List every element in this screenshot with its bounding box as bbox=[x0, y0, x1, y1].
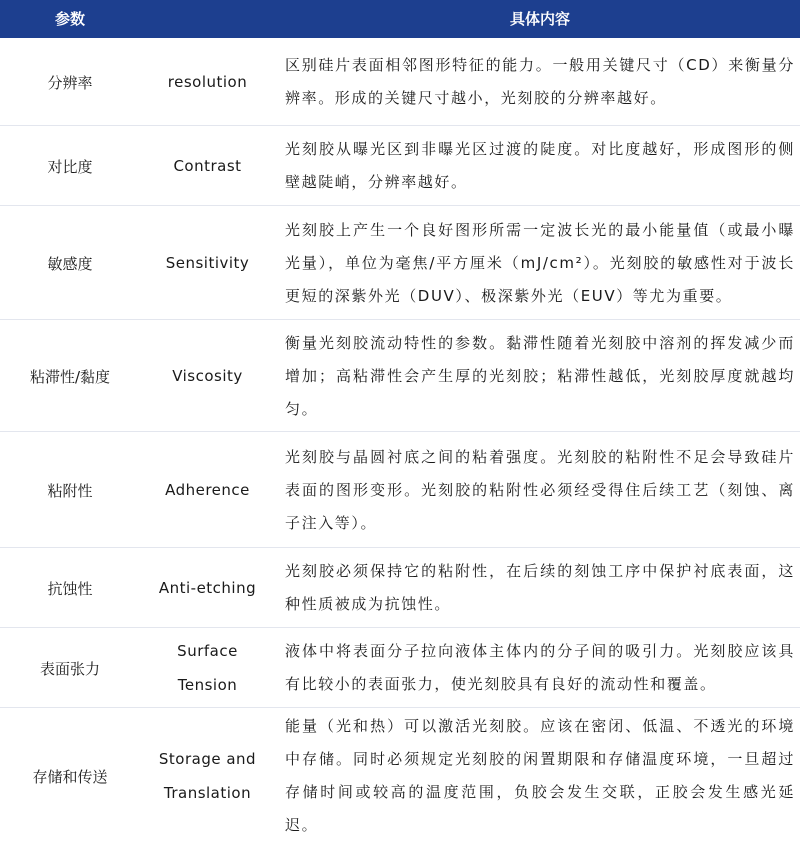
table-row bbox=[0, 708, 800, 844]
param-desc-cell bbox=[285, 628, 795, 708]
param-cn: 粘附性 bbox=[47, 481, 93, 500]
param-cn: 粘滞性/黏度 bbox=[29, 367, 111, 386]
param-desc: 能量（光和热）可以激活光刻胶。应该在密闭、低温、不透光的环境中存储。同时必须规定光刻胶的闲置期限和存储温度环境，一旦超过存储时间或较高的温度范围，负胶会发生交联，正胶会发生感光延迟。 bbox=[285, 717, 795, 834]
table-row bbox=[0, 432, 800, 548]
param-desc: 光刻胶上产生一个良好图形所需一定波长光的最小能量值（或最小曝光量），单位为毫焦/平方厘米（mJ/cm²）。光刻胶的敏感性对于波长更短的深紫外光（DUV）、极深紫外光（EUV）等尤为重要。 bbox=[285, 220, 795, 305]
param-en: Storage and Translation bbox=[158, 750, 257, 802]
table-header bbox=[0, 0, 800, 38]
param-en: Anti-etching bbox=[158, 579, 257, 597]
table-row bbox=[0, 206, 800, 320]
header-param: 参数 bbox=[54, 10, 85, 28]
param-cn: 分辨率 bbox=[47, 73, 93, 92]
param-desc: 液体中将表面分子拉向液体主体内的分子间的吸引力。光刻胶应该具有比较小的表面张力，使光刻胶具有良好的流动性和覆盖。 bbox=[285, 642, 795, 693]
table-row bbox=[0, 38, 800, 126]
table-row bbox=[0, 320, 800, 432]
param-desc-cell bbox=[285, 126, 795, 206]
param-cn: 敏感度 bbox=[47, 254, 93, 273]
param-desc: 区别硅片表面相邻图形特征的能力。一般用关键尺寸（CD）来衡量分辨率。形成的关键尺寸越小，光刻胶的分辨率越好。 bbox=[285, 56, 795, 107]
param-cn: 表面张力 bbox=[39, 659, 100, 678]
param-cn: 抗蚀性 bbox=[47, 579, 93, 598]
param-desc-cell bbox=[285, 320, 795, 432]
param-en: Sensitivity bbox=[165, 254, 250, 272]
param-cn: 存储和传送 bbox=[32, 767, 108, 786]
table-row bbox=[0, 548, 800, 628]
param-en: Surface Tension bbox=[177, 642, 238, 694]
param-desc-cell bbox=[285, 708, 795, 844]
param-en: Viscosity bbox=[172, 367, 243, 385]
param-desc: 光刻胶从曝光区到非曝光区过渡的陡度。对比度越好，形成图形的侧壁越陡峭，分辨率越好。 bbox=[285, 140, 795, 191]
table-row bbox=[0, 628, 800, 708]
param-desc-cell bbox=[285, 38, 795, 126]
param-desc: 光刻胶与晶圆衬底之间的粘着强度。光刻胶的粘附性不足会导致硅片表面的图形变形。光刻胶的粘附性必须经受得住后续工艺（刻蚀、离子注入等）。 bbox=[285, 447, 795, 532]
header-detail: 具体内容 bbox=[509, 10, 570, 28]
param-desc: 衡量光刻胶流动特性的参数。黏滞性随着光刻胶中溶剂的挥发减少而增加；高粘滞性会产生厚的光刻胶；粘滞性越低，光刻胶厚度就越均匀。 bbox=[285, 333, 795, 418]
param-en: Adherence bbox=[165, 481, 250, 499]
param-desc-cell bbox=[285, 432, 795, 548]
param-cn: 对比度 bbox=[47, 157, 93, 176]
param-desc: 光刻胶必须保持它的粘附性，在后续的刻蚀工序中保护衬底表面，这种性质被成为抗蚀性。 bbox=[285, 562, 795, 613]
param-en: Contrast bbox=[173, 157, 242, 175]
param-desc-cell bbox=[285, 206, 795, 320]
table-row bbox=[0, 126, 800, 206]
param-en: resolution bbox=[167, 73, 248, 91]
param-desc-cell bbox=[285, 548, 795, 628]
